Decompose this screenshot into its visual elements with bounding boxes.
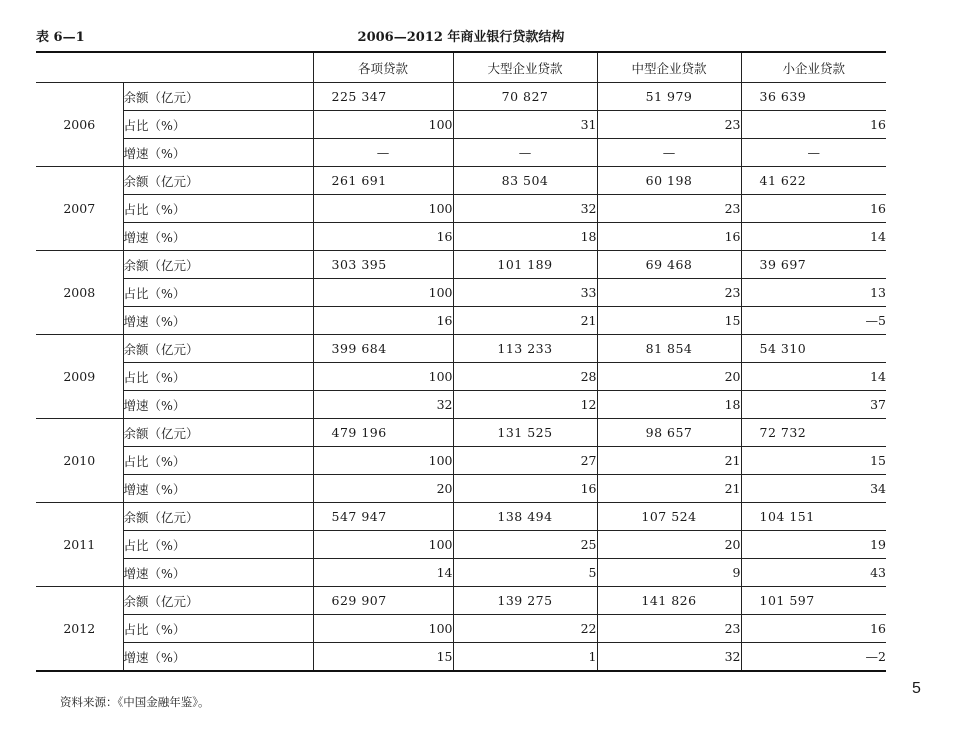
balance-cell-large: 83 504 xyxy=(453,167,597,195)
column-header-large-enterprise-loans: 大型企业贷款 xyxy=(453,52,597,83)
growth-cell-small: —5 xyxy=(741,307,886,335)
growth-cell-total: 16 xyxy=(313,223,453,251)
growth-cell-medium: 15 xyxy=(597,307,741,335)
share-cell-large: 31 xyxy=(453,111,597,139)
table-row xyxy=(36,447,886,475)
growth-cell-large: — xyxy=(453,139,597,167)
share-cell-medium: 20 xyxy=(597,531,741,559)
share-cell-total: 100 xyxy=(313,279,453,307)
table-row xyxy=(36,615,886,643)
balance-cell-large: 101 189 xyxy=(453,251,597,279)
metric-label-balance: 余额（亿元） xyxy=(123,167,313,195)
column-header-medium-enterprise-loans: 中型企业贷款 xyxy=(597,52,741,83)
share-cell-total: 100 xyxy=(313,195,453,223)
growth-cell-small: 43 xyxy=(741,559,886,587)
share-cell-medium: 23 xyxy=(597,111,741,139)
growth-cell-medium: 21 xyxy=(597,475,741,503)
balance-cell-total: 399 684 xyxy=(313,335,453,363)
balance-cell-total: 479 196 xyxy=(313,419,453,447)
balance-cell-total: 303 395 xyxy=(313,251,453,279)
table-row xyxy=(36,335,886,363)
balance-cell-large: 113 233 xyxy=(453,335,597,363)
balance-cell-medium: 107 524 xyxy=(597,503,741,531)
growth-cell-small: 34 xyxy=(741,475,886,503)
metric-label-share: 占比（%） xyxy=(123,111,313,139)
balance-cell-total: 261 691 xyxy=(313,167,453,195)
growth-cell-total: 20 xyxy=(313,475,453,503)
share-cell-small: 13 xyxy=(741,279,886,307)
growth-cell-large: 18 xyxy=(453,223,597,251)
share-cell-medium: 23 xyxy=(597,195,741,223)
table-row xyxy=(36,587,886,615)
year-cell: 2006 xyxy=(36,83,123,167)
balance-cell-medium: 51 979 xyxy=(597,83,741,111)
share-cell-small: 16 xyxy=(741,615,886,643)
growth-cell-large: 5 xyxy=(453,559,597,587)
share-cell-medium: 23 xyxy=(597,615,741,643)
growth-cell-total: 16 xyxy=(313,307,453,335)
year-cell: 2008 xyxy=(36,251,123,335)
balance-cell-small: 101 597 xyxy=(741,587,886,615)
share-cell-total: 100 xyxy=(313,363,453,391)
balance-cell-small: 54 310 xyxy=(741,335,886,363)
growth-cell-small: 14 xyxy=(741,223,886,251)
metric-label-balance: 余额（亿元） xyxy=(123,587,313,615)
metric-label-balance: 余额（亿元） xyxy=(123,251,313,279)
growth-cell-total: 14 xyxy=(313,559,453,587)
growth-cell-medium: 16 xyxy=(597,223,741,251)
balance-cell-large: 70 827 xyxy=(453,83,597,111)
balance-cell-large: 139 275 xyxy=(453,587,597,615)
table-row xyxy=(36,503,886,531)
balance-cell-small: 72 732 xyxy=(741,419,886,447)
column-header-small-enterprise-loans: 小企业贷款 xyxy=(741,52,886,83)
balance-cell-large: 131 525 xyxy=(453,419,597,447)
table-title: 2006—2012 年商业银行贷款结构 xyxy=(357,30,565,45)
share-cell-small: 16 xyxy=(741,111,886,139)
metric-label-share: 占比（%） xyxy=(123,279,313,307)
share-cell-total: 100 xyxy=(313,615,453,643)
metric-label-growth: 增速（%） xyxy=(123,391,313,419)
metric-label-growth: 增速（%） xyxy=(123,223,313,251)
share-cell-large: 32 xyxy=(453,195,597,223)
balance-cell-medium: 141 826 xyxy=(597,587,741,615)
metric-label-share: 占比（%） xyxy=(123,363,313,391)
share-cell-small: 14 xyxy=(741,363,886,391)
share-cell-medium: 21 xyxy=(597,447,741,475)
share-cell-total: 100 xyxy=(313,447,453,475)
year-cell: 2007 xyxy=(36,167,123,251)
metric-label-share: 占比（%） xyxy=(123,531,313,559)
metric-label-share: 占比（%） xyxy=(123,195,313,223)
page-number: 5 xyxy=(912,680,921,697)
growth-cell-small: —2 xyxy=(741,643,886,672)
share-cell-large: 33 xyxy=(453,279,597,307)
balance-cell-small: 41 622 xyxy=(741,167,886,195)
growth-cell-medium: 9 xyxy=(597,559,741,587)
table-row xyxy=(36,139,886,167)
share-cell-large: 27 xyxy=(453,447,597,475)
share-cell-medium: 20 xyxy=(597,363,741,391)
growth-cell-small: 37 xyxy=(741,391,886,419)
metric-label-growth: 增速（%） xyxy=(123,559,313,587)
table-row xyxy=(36,167,886,195)
balance-cell-small: 104 151 xyxy=(741,503,886,531)
table-row xyxy=(36,391,886,419)
header-corner-cell xyxy=(36,52,313,83)
growth-cell-medium: 18 xyxy=(597,391,741,419)
table-row xyxy=(36,559,886,587)
table-row xyxy=(36,643,886,672)
metric-label-balance: 余额（亿元） xyxy=(123,83,313,111)
column-header-total-loans: 各项贷款 xyxy=(313,52,453,83)
table-row xyxy=(36,363,886,391)
balance-cell-small: 36 639 xyxy=(741,83,886,111)
table-row xyxy=(36,195,886,223)
table-row xyxy=(36,419,886,447)
table-row xyxy=(36,223,886,251)
table-row xyxy=(36,111,886,139)
growth-cell-large: 21 xyxy=(453,307,597,335)
share-cell-large: 28 xyxy=(453,363,597,391)
balance-cell-medium: 98 657 xyxy=(597,419,741,447)
table-row xyxy=(36,279,886,307)
year-cell: 2011 xyxy=(36,503,123,587)
balance-cell-medium: 60 198 xyxy=(597,167,741,195)
growth-cell-large: 1 xyxy=(453,643,597,672)
balance-cell-total: 629 907 xyxy=(313,587,453,615)
loan-structure-table xyxy=(36,51,886,672)
balance-cell-total: 225 347 xyxy=(313,83,453,111)
share-cell-medium: 23 xyxy=(597,279,741,307)
year-cell: 2012 xyxy=(36,587,123,672)
balance-cell-total: 547 947 xyxy=(313,503,453,531)
table-label: 表 6—1 xyxy=(36,30,85,45)
table-body xyxy=(36,83,886,672)
metric-label-growth: 增速（%） xyxy=(123,307,313,335)
growth-cell-small: — xyxy=(741,139,886,167)
share-cell-small: 15 xyxy=(741,447,886,475)
metric-label-growth: 增速（%） xyxy=(123,475,313,503)
balance-cell-medium: 81 854 xyxy=(597,335,741,363)
table-row xyxy=(36,83,886,111)
metric-label-balance: 余额（亿元） xyxy=(123,335,313,363)
metric-label-balance: 余额（亿元） xyxy=(123,503,313,531)
growth-cell-total: — xyxy=(313,139,453,167)
growth-cell-large: 16 xyxy=(453,475,597,503)
table-row xyxy=(36,531,886,559)
table-row xyxy=(36,251,886,279)
share-cell-small: 16 xyxy=(741,195,886,223)
year-cell: 2010 xyxy=(36,419,123,503)
growth-cell-medium: 32 xyxy=(597,643,741,672)
metric-label-share: 占比（%） xyxy=(123,447,313,475)
share-cell-total: 100 xyxy=(313,531,453,559)
balance-cell-small: 39 697 xyxy=(741,251,886,279)
growth-cell-total: 15 xyxy=(313,643,453,672)
growth-cell-medium: — xyxy=(597,139,741,167)
metric-label-growth: 增速（%） xyxy=(123,643,313,672)
metric-label-share: 占比（%） xyxy=(123,615,313,643)
balance-cell-medium: 69 468 xyxy=(597,251,741,279)
share-cell-large: 22 xyxy=(453,615,597,643)
share-cell-small: 19 xyxy=(741,531,886,559)
balance-cell-large: 138 494 xyxy=(453,503,597,531)
metric-label-balance: 余额（亿元） xyxy=(123,419,313,447)
table-row xyxy=(36,475,886,503)
growth-cell-large: 12 xyxy=(453,391,597,419)
share-cell-large: 25 xyxy=(453,531,597,559)
share-cell-total: 100 xyxy=(313,111,453,139)
table-row xyxy=(36,307,886,335)
source-note: 资料来源：《中国金融年鉴》。 xyxy=(60,695,210,709)
metric-label-growth: 增速（%） xyxy=(123,139,313,167)
year-cell: 2009 xyxy=(36,335,123,419)
growth-cell-total: 32 xyxy=(313,391,453,419)
table-header-row xyxy=(36,52,886,83)
